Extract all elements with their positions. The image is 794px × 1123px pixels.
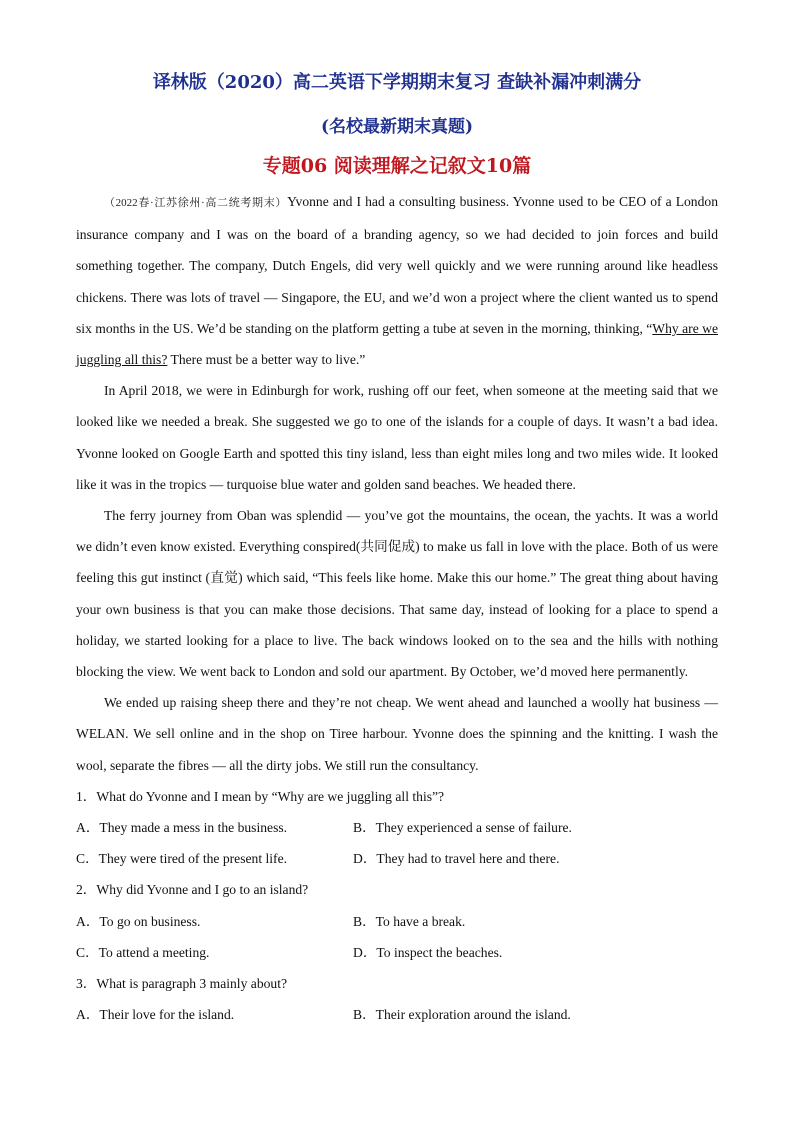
- option-c: C．To attend a meeting.: [76, 944, 210, 960]
- options-row: [76, 812, 718, 843]
- paragraph-2: In April 2018, we were in Edinburgh for work, rushing off our feet, when someone at the meeting said that we looked like we needed a break. She suggested we go to one of the islands for a couple of days. It wasn’t a bad idea. Yvonne looked on Google Earth and spotted this tiny island, less than eight miles long and two miles wide. It looked like it was in the tropics — turquoise blue water and golden sand beaches. We headed there.: [76, 383, 718, 492]
- question-stem: 3．What is paragraph 3 mainly about?: [76, 976, 288, 992]
- option-b: B．They experienced a sense of failure.: [353, 820, 572, 836]
- option-a: A．To go on business.: [76, 913, 201, 929]
- options-row: [76, 999, 718, 1030]
- question-3: [76, 968, 718, 1030]
- passage-body: [76, 186, 718, 1030]
- question-stem: 2．Why did Yvonne and I go to an island?: [76, 882, 309, 898]
- options-row: [76, 937, 718, 968]
- source-note: （2022春·江苏徐州·高二统考期末）: [104, 197, 288, 209]
- document-subtitle: (名校最新期末真题): [320, 117, 474, 137]
- paragraph-4: We ended up raising sheep there and they’re not cheap. We went ahead and launched a woolly hat business — WELAN. We sell online and in the shop on Tiree harbour. Yvonne does the spinning and the knitting. I wash the wool, separate the fibres — all the dirty jobs. We still run the consultancy.: [76, 695, 718, 773]
- document-title: 译林版（2020）高二英语下学期期末复习 查缺补漏冲刺满分: [152, 72, 642, 93]
- option-b: B．Their exploration around the island.: [353, 1007, 571, 1023]
- option-b: B．To have a break.: [353, 913, 466, 929]
- options-row: [76, 906, 718, 937]
- option-d: D．They had to travel here and there.: [353, 851, 560, 867]
- question-1: [76, 781, 718, 875]
- question-2: [76, 874, 718, 968]
- option-a: A．Their love for the island.: [76, 1007, 235, 1023]
- underlined-phrase: Why are we juggling all this?: [76, 320, 718, 368]
- option-d: D．To inspect the beaches.: [353, 944, 503, 960]
- topic-heading: 专题06 阅读理解之记叙文10篇: [262, 155, 532, 177]
- options-row: [76, 843, 718, 874]
- option-a: A．They made a mess in the business.: [76, 820, 288, 836]
- paragraph-1: （2022春·江苏徐州·高二统考期末）Yvonne and I had a consulting business. Yvonne used to be CEO of a London insurance company and I was on the board of a branding agency, so we had decided to join forces and build something together. The company, Dutch Engels, did very well quickly and we were running around like headless chickens. There was lots of travel — Singapore, the EU, and we’d won a project where the client wanted us to spend six months in the US. We’d be standing on the platform getting a tube at seven in the morning, thinking, “Why are we juggling all this? There must be a better way to live.”: [76, 194, 718, 368]
- question-stem: 1．What do Yvonne and I mean by “Why are we juggling all this”?: [76, 788, 445, 804]
- paragraph-3: The ferry journey from Oban was splendid — you’ve got the mountains, the ocean, the yachts. It was a world we didn’t even know existed. Everything conspired(共同促成) to make us fall in love with the place. Both of us were feeling this gut instinct (直觉) which said, “This feels like home. Make this our home.” The great thing about having your own business is that you can make those decisions. That same day, instead of looking for a place to spend a holiday, we started looking for a place to live. The back windows looked on to the sea and the hills with nothing blocking the view. We went back to London and sold our apartment. By October, we’d moved here permanently.: [76, 508, 718, 680]
- option-c: C．They were tired of the present life.: [76, 851, 288, 867]
